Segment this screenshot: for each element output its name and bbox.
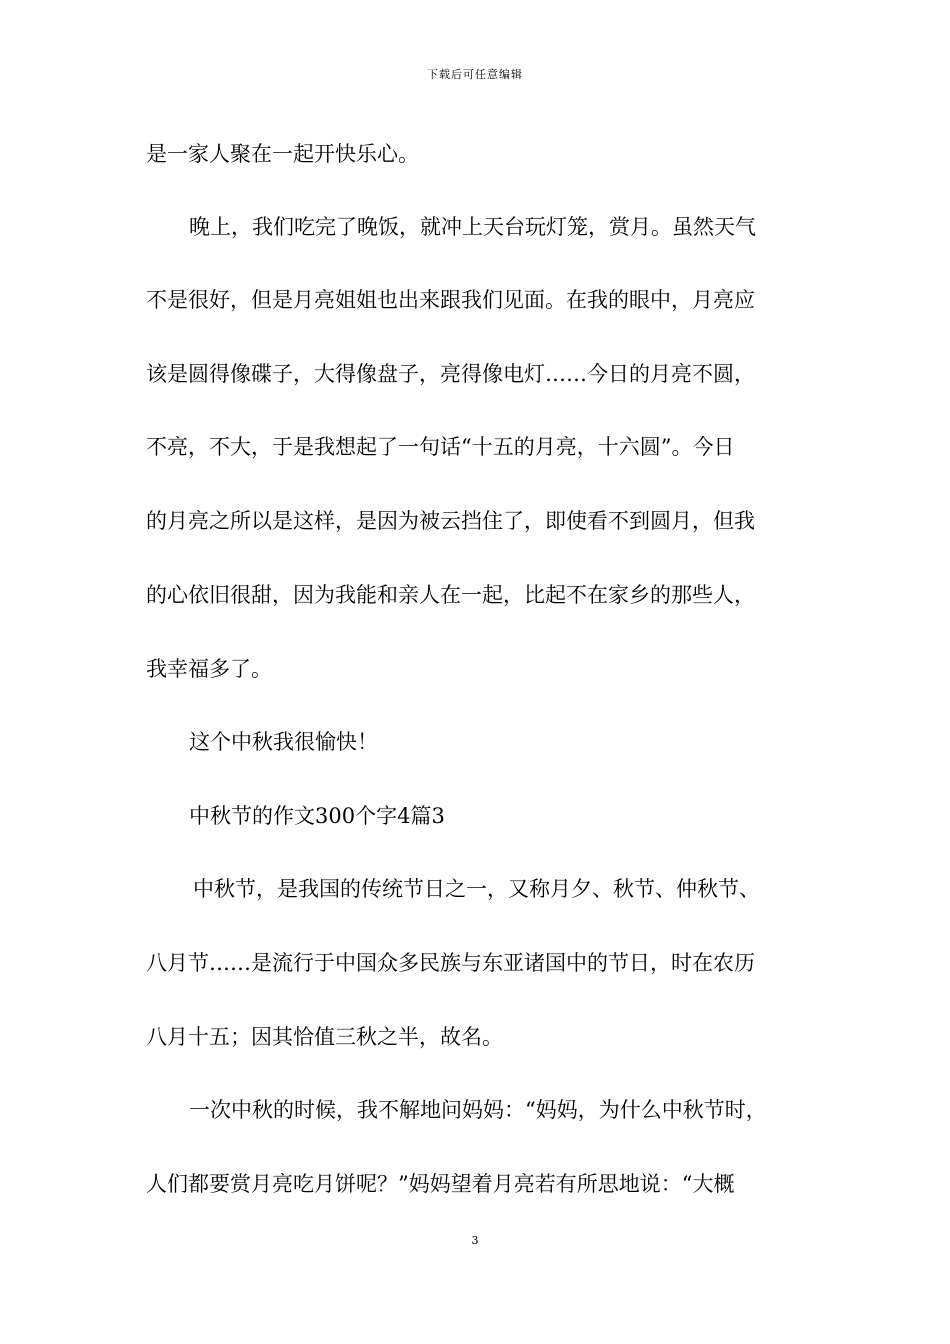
- paragraph-line: 这个中秋我很愉快！: [189, 730, 378, 754]
- paragraph-line: 八月十五；因其恰值三秋之半，故名。: [146, 1025, 503, 1049]
- paragraph-line: 一次中秋的时候，我不解地问妈妈：“妈妈，为什么中秋节时，: [189, 1098, 767, 1122]
- paragraph-line: 不亮，不大，于是我想起了一句话“十五的月亮，十六圆”。今日: [146, 435, 735, 459]
- paragraph-line: 中秋节，是我国的传统节日之一，又称月夕、秋节、仲秋节、: [193, 877, 760, 901]
- paragraph-line: 的心依旧很甜，因为我能和亲人在一起，比起不在家乡的那些人，: [146, 583, 755, 607]
- paragraph-line: 该是圆得像碟子，大得像盘子，亮得像电灯……今日的月亮不圆，: [146, 362, 755, 386]
- page-number: 3: [471, 1234, 479, 1247]
- paragraph-line: 的月亮之所以是这样，是因为被云挡住了，即使看不到圆月，但我: [146, 509, 755, 533]
- paragraph-line: 不是很好，但是月亮姐姐也出来跟我们见面。在我的眼中，月亮应: [146, 288, 755, 312]
- section-heading: 中秋节的作文300个字4篇3: [189, 804, 445, 828]
- paragraph-line: 是一家人聚在一起开快乐心。: [146, 142, 419, 166]
- paragraph-line: 八月节……是流行于中国众多民族与东亚诸国中的节日，时在农历: [146, 951, 755, 975]
- paragraph-line: 我幸福多了。: [146, 657, 272, 681]
- paragraph-line: 晚上，我们吃完了晚饭，就冲上天台玩灯笼，赏月。虽然天气: [189, 215, 756, 239]
- page-header: 下载后可任意编辑: [427, 68, 523, 81]
- paragraph-line: 人们都要赏月亮吃月饼呢？”妈妈望着月亮若有所思地说：“大概: [146, 1172, 735, 1196]
